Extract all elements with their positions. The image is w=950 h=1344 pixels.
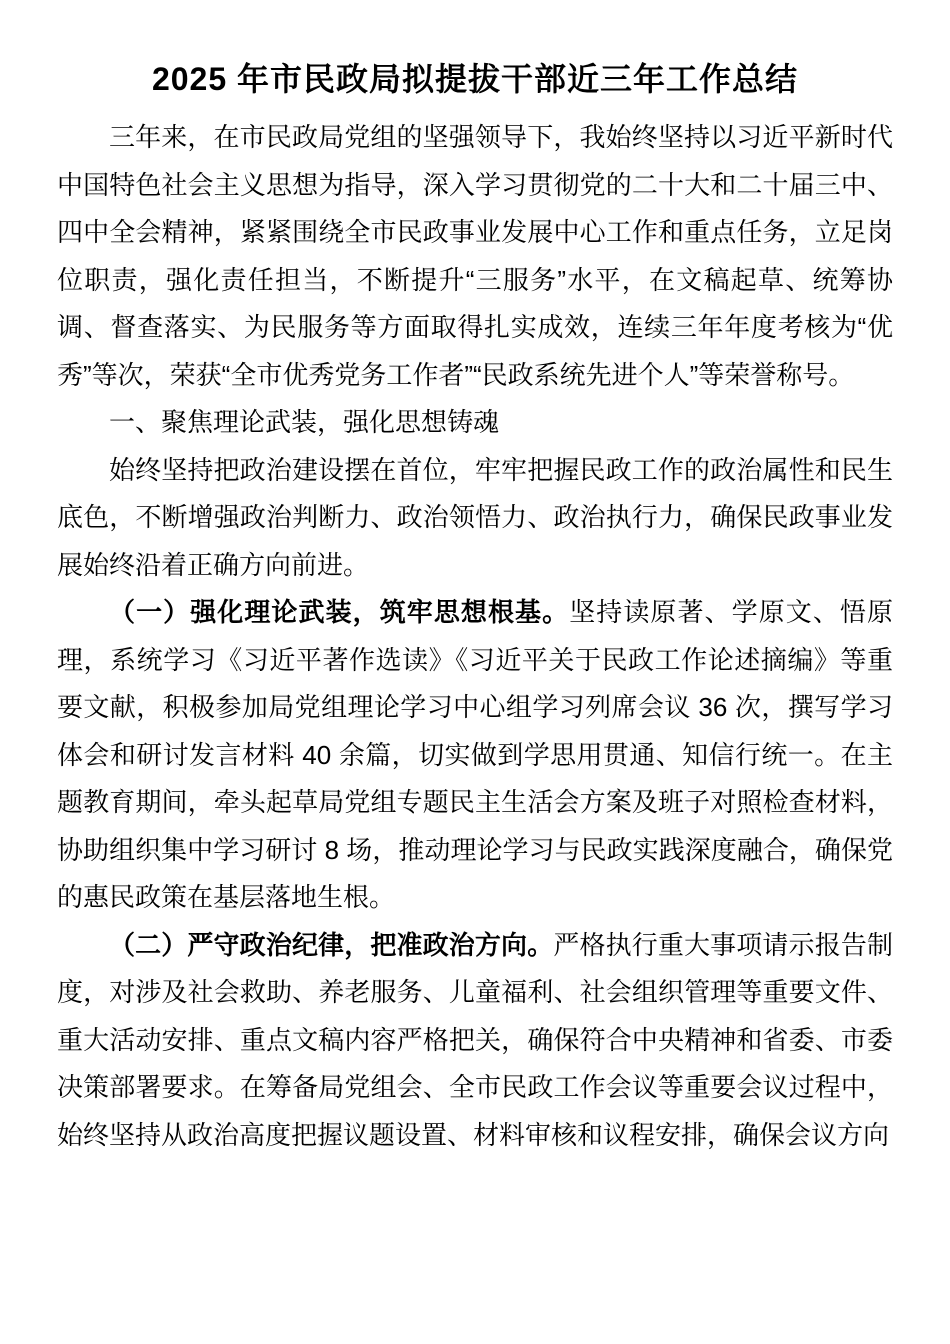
paragraph: （一）强化理论武装，筑牢思想根基。坚持读原著、学原文、悟原理，系统学习《习近平著作选读》《习近平关于民政工作论述摘编》等重要文献，积极参加局党组理论学习中心组学习列席会议 36 次，撰写学习体会和研讨发言材料 40 余篇，切实做到学思用贯通、知信行统一。在主题教育期间，牵头起草局党组专题民主生活会方案及班子对照检查材料，协助组织集中学习研讨 8 场，推动理论学习与民政实践深度融合，确保党的惠民政策在基层落地生根。	[57, 597, 893, 912]
document-title: 2025 年市民政局拟提拔干部近三年工作总结	[151, 61, 799, 97]
paragraph: 始终坚持把政治建设摆在首位，牢牢把握民政工作的政治属性和民生底色，不断增强政治判断力、政治领悟力、政治执行力，确保民政事业发展始终沿着正确方向前进。	[57, 454, 893, 580]
section-heading: 一、聚焦理论武装，强化思想铸魂	[109, 407, 500, 437]
paragraph: 三年来，在市民政局党组的坚强领导下，我始终坚持以习近平新时代中国特色社会主义思想为指导，深入学习贯彻党的二十大和二十届三中、四中全会精神，紧紧围绕全市民政事业发展中心工作和重点任务，立足岗位职责，强化责任担当，不断提升“三服务”水平，在文稿起草、统筹协调、督查落实、为民服务等方面取得扎实成效，连续三年年度考核为“优秀”等次，荣获“全市优秀党务工作者”“民政系统先进个人”等荣誉称号。	[57, 122, 893, 390]
paragraph: （二）严守政治纪律，把准政治方向。严格执行重大事项请示报告制度，对涉及社会救助、养老服务、儿童福利、社会组织管理等重要文件、重大活动安排、重点文稿内容严格把关，确保符合中央精神和省委、市委决策部署要求。在筹备局党组会、全市民政工作会议等重要会议过程中，始终坚持从政治高度把握议题设置、材料审核和议程安排，确保会议方向	[57, 929, 893, 1150]
document-body	[57, 114, 893, 1159]
paragraph-lead: （二）严守政治纪律，把准政治方向。	[109, 929, 554, 960]
paragraph-lead: （一）强化理论武装，筑牢思想根基。	[109, 597, 570, 627]
